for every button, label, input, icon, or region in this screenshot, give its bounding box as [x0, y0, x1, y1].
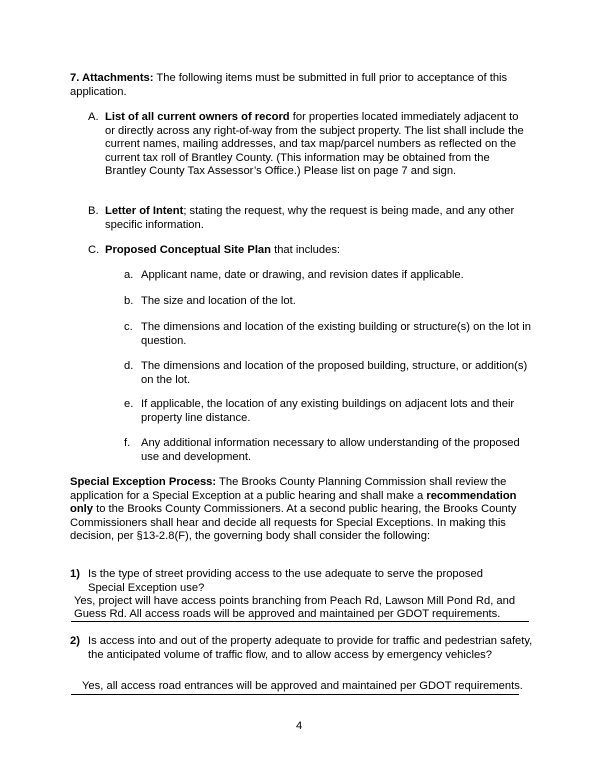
subitem-f-letter: f. [124, 437, 131, 449]
question-1-answer-underline [71, 621, 529, 622]
item-b-bold: Letter of Intent [105, 205, 184, 217]
special-exception-paragraph [70, 476, 532, 544]
attachments-heading: 7. Attachments: [70, 72, 154, 84]
question-2-number: 2) [70, 635, 80, 647]
item-c-text [105, 244, 531, 258]
question-1-answer-line-2: Guess Rd. All access roads will be approved and maintained per GDOT requirements. [74, 608, 501, 620]
item-c-body: that includes: [270, 244, 341, 256]
question-1-answer-line-1: Yes, project will have access points branching from Peach Rd, Lawson Mill Pond Rd, and [74, 595, 516, 607]
attachments-intro: The following items must be submitted in full prior to acceptance of this application. [70, 72, 508, 98]
item-c-letter: C. [88, 244, 100, 256]
subitem-d-letter: d. [124, 360, 134, 372]
item-c-bold: Proposed Conceptual Site Plan [105, 244, 271, 256]
question-2-answer-underline [71, 694, 519, 695]
item-a-body: for properties located immediately adjacent to or directly across any right-of-way from the subject property. The list shall include the current names, mailing addresses, and tax map/parcel numbers as reflected on the current tax roll of Brantley County. (This information may be obtained from the Brantley County Tax Assessor’s Office.) Please list on page 7 and sign. [105, 111, 524, 178]
question-1-text: Is the type of street providing access to the use adequate to serve the proposed Special Exception use? [88, 568, 483, 594]
special-bold-recommendation: recommendation only [70, 489, 517, 516]
subitem-a-letter: a. [124, 269, 134, 281]
question-1-number: 1) [70, 568, 80, 580]
page-number: 4 [296, 720, 303, 732]
subitem-f-text: Any additional information necessary to allow understanding of the proposed use and development. [141, 437, 520, 463]
subitem-e-text: If applicable, the location of any existing buildings on adjacent lots and their property line distance. [141, 398, 515, 424]
special-text-2: to the Brooks County Commissioners. At a second public hearing, the Brooks County Commissioners shall hear and decide all requests for Special Exceptions. In making this decision, per §13-2.8(F), the governing body shall consider the following: [70, 503, 517, 543]
question-2-answer-line-1: Yes, all access road entrances will be approved and maintained per GDOT requirements. [82, 680, 523, 692]
attachments-paragraph [70, 72, 530, 99]
item-b-body: ; stating the request, why the request is being made, and any other specific information. [105, 205, 515, 231]
question-2-text: Is access into and out of the property adequate to provide for traffic and pedestrian safety, the anticipated volume of traffic flow, and to allow access by emergency vehicles? [88, 635, 533, 661]
subitem-c-letter: c. [124, 321, 133, 333]
item-b-letter: B. [88, 205, 99, 217]
subitem-c-text: The dimensions and location of the existing building or structure(s) on the lot in question. [141, 321, 531, 347]
subitem-b-letter: b. [124, 295, 134, 307]
special-text-1: The Brooks County Planning Commission shall review the application for a Special Exception at a public hearing and shall make a [70, 476, 507, 502]
item-a-text [105, 111, 531, 179]
subitem-d-text: The dimensions and location of the proposed building, structure, or addition(s) on the lot. [141, 360, 528, 386]
item-b-text [105, 205, 531, 232]
subitem-e-letter: e. [124, 398, 134, 410]
subitem-a-text: Applicant name, date or drawing, and revision dates if applicable. [141, 269, 464, 281]
subitem-b-text: The size and location of the lot. [141, 295, 296, 307]
item-a-bold: List of all current owners of record [105, 111, 290, 123]
special-heading: Special Exception Process: [70, 476, 217, 488]
item-a-letter: A. [88, 111, 99, 123]
